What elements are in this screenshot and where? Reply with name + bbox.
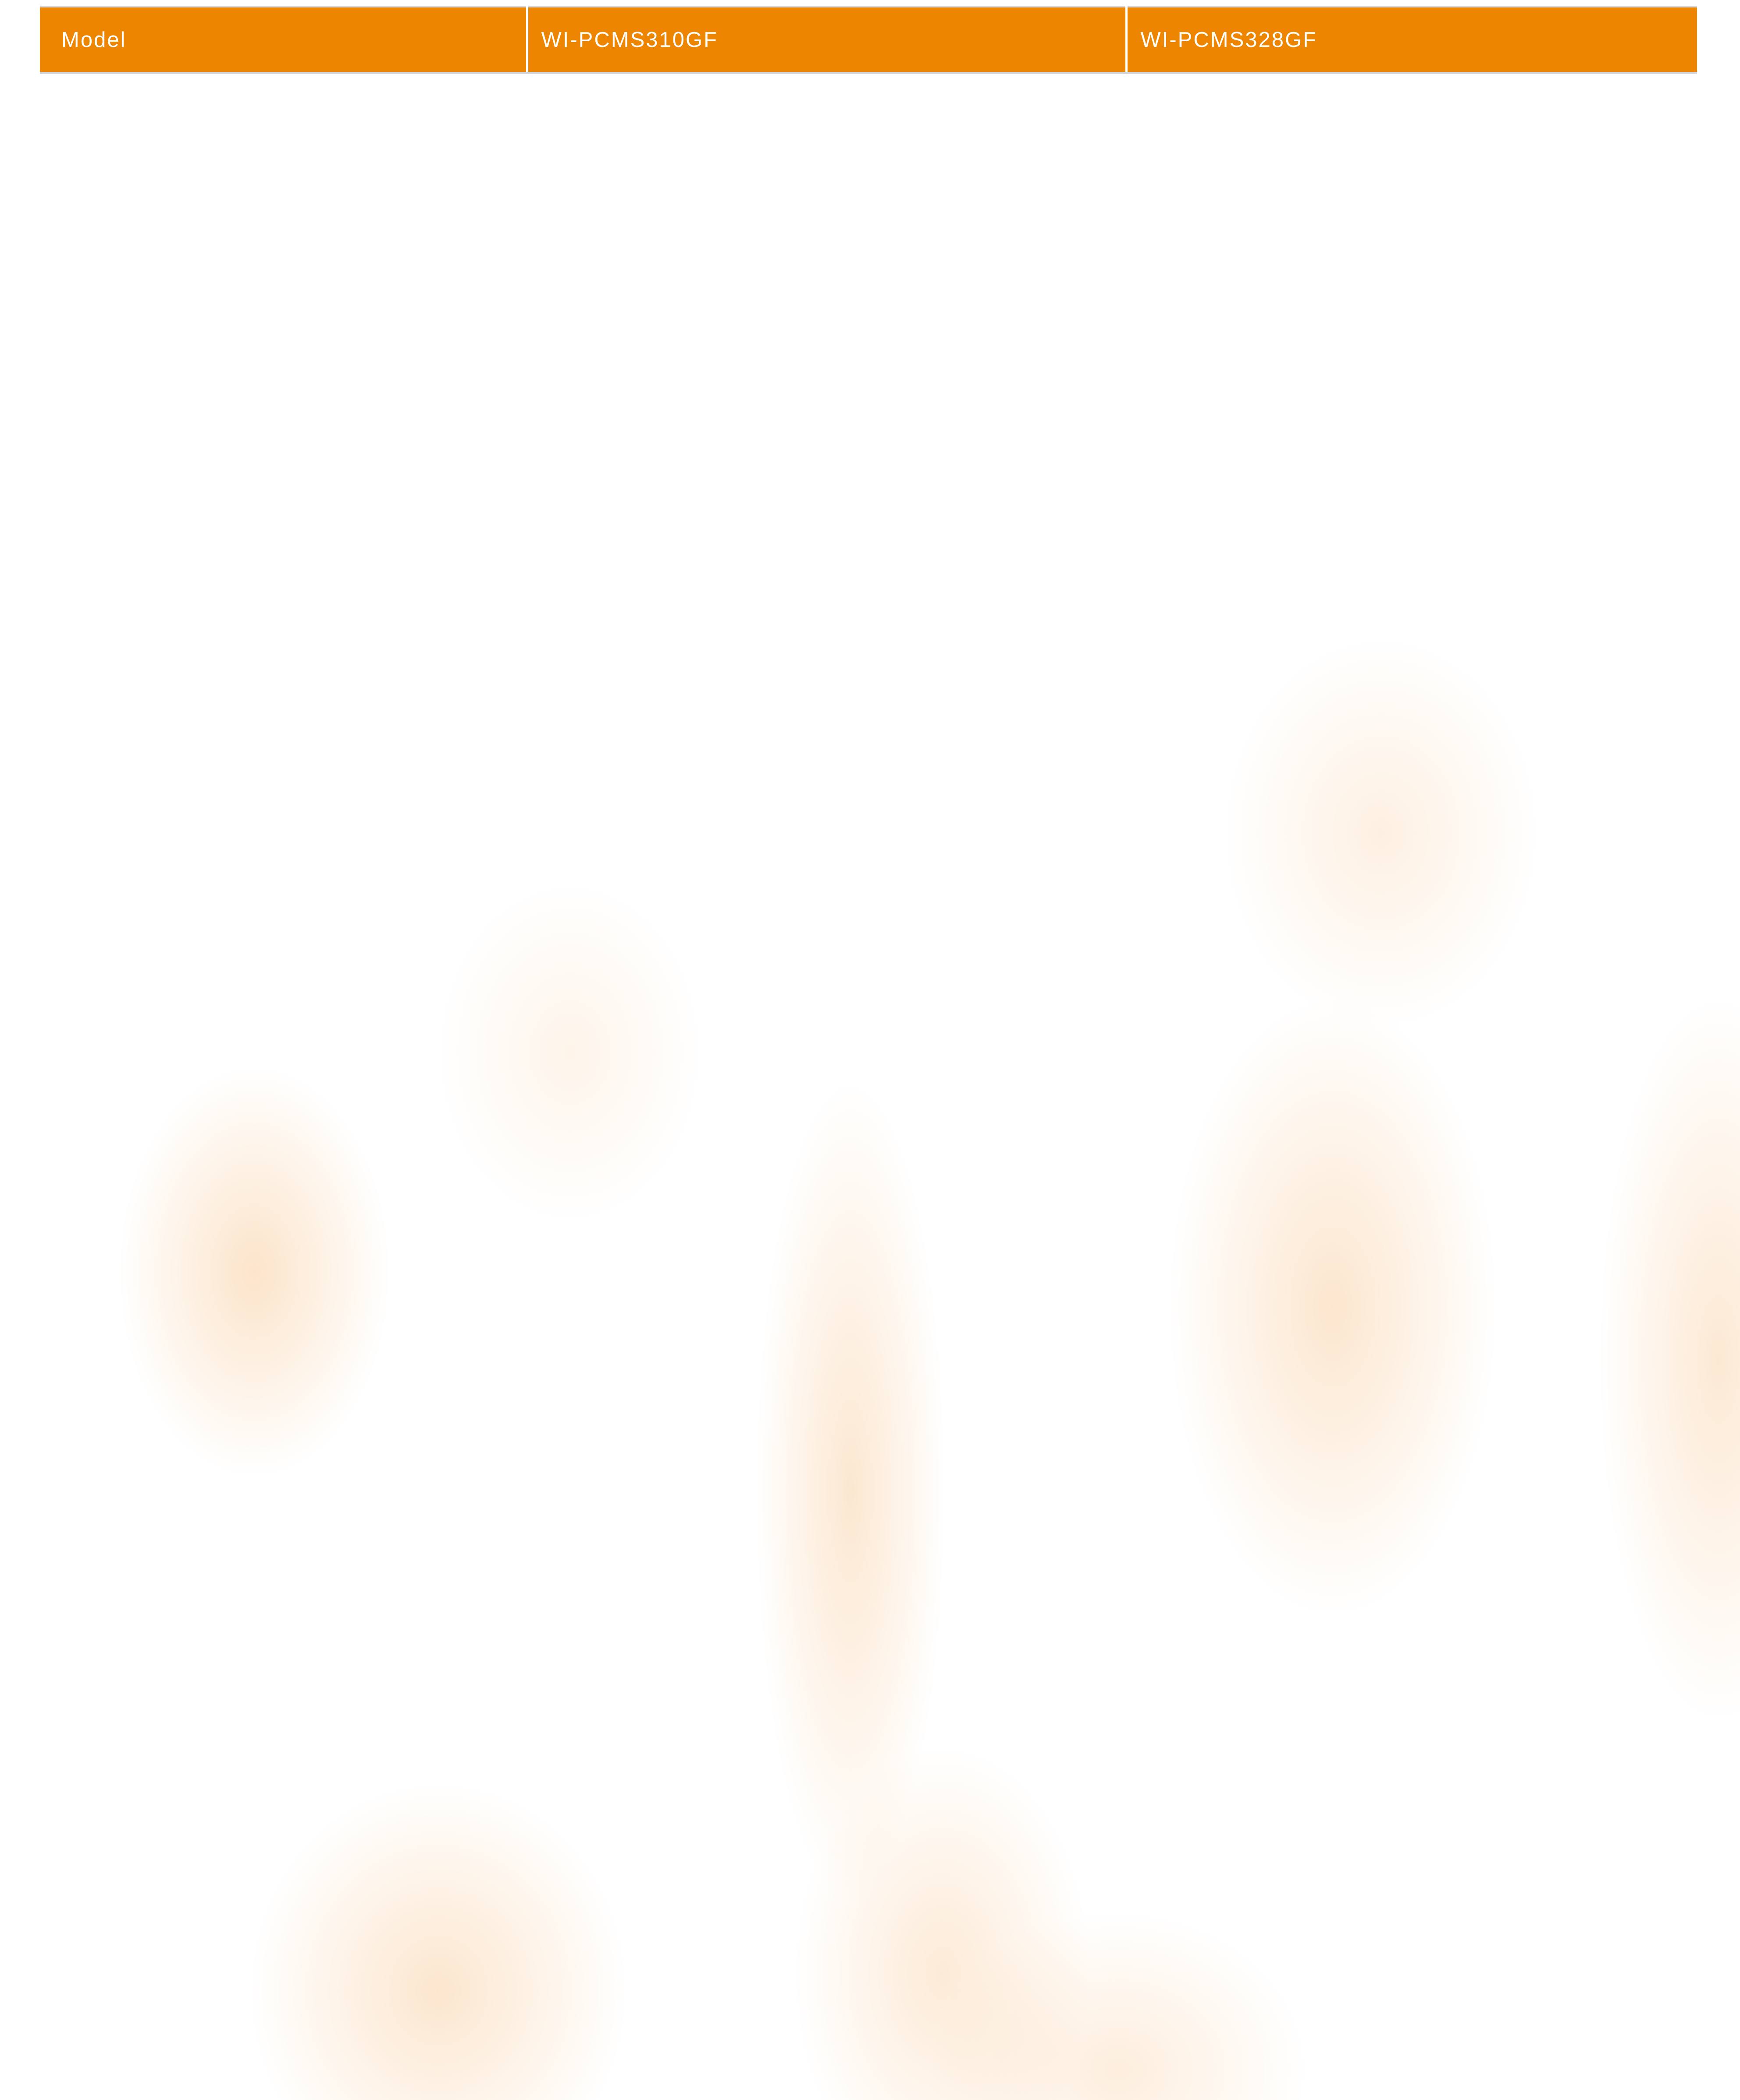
header-cell-model-328gf: WI-PCMS328GF (1126, 7, 1697, 73)
header-cell-model: Model (40, 7, 527, 73)
spec-table (40, 6, 1697, 74)
table-header (40, 7, 1697, 73)
header-row (40, 7, 1697, 73)
header-cell-model-310gf: WI-PCMS310GF (527, 7, 1126, 73)
